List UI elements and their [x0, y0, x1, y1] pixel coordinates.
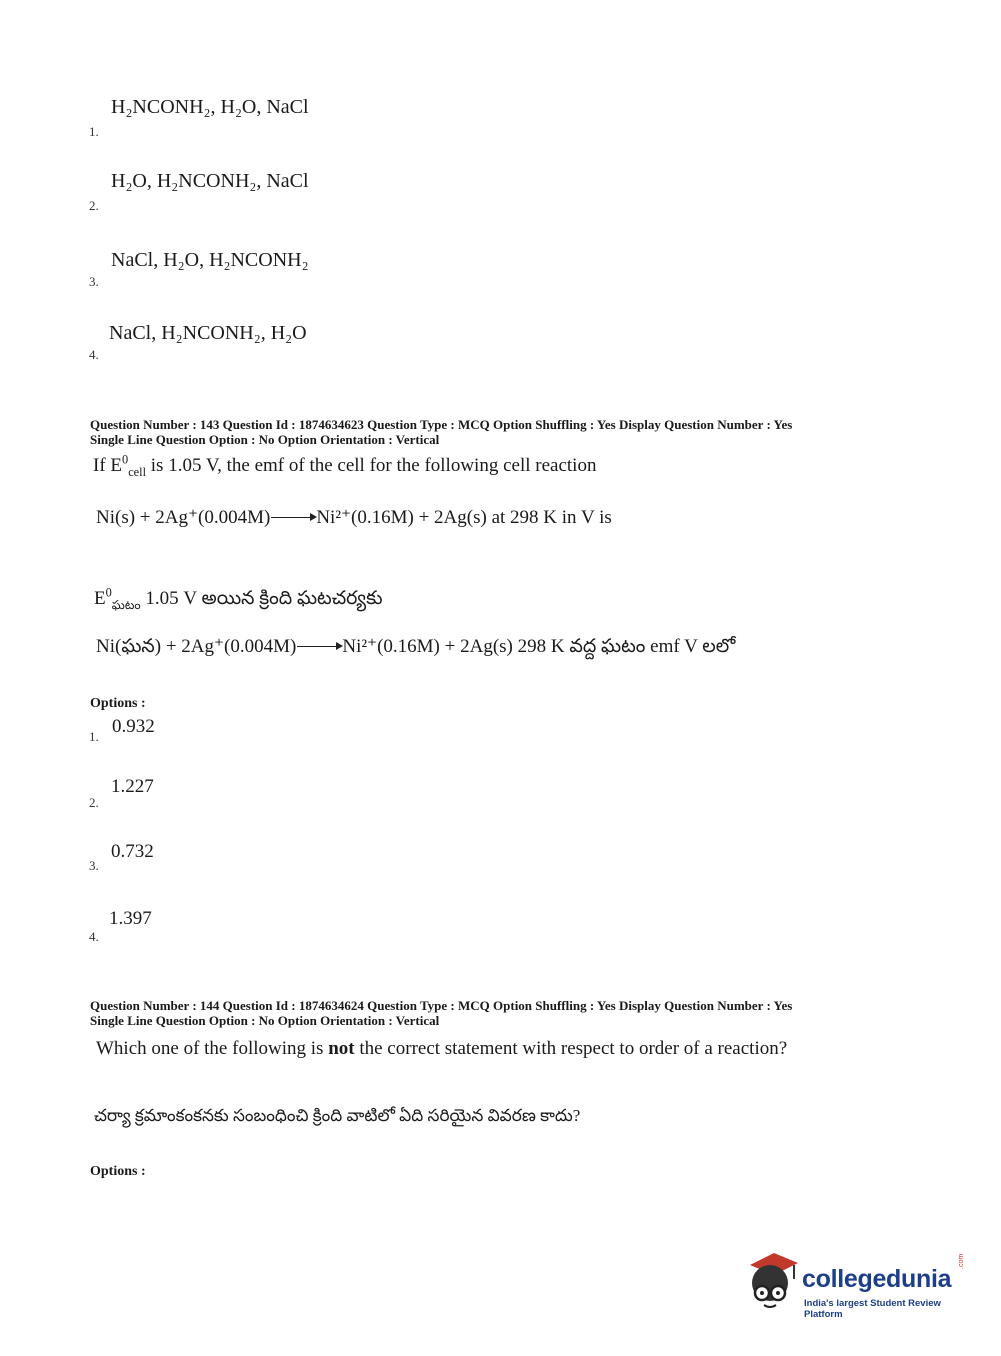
prev-option-3-text: NaCl, H₂O, H₂NCONH₂	[111, 249, 309, 271]
q143-te-suffix: 1.05 V అయిన క్రింది ఘటచర్యకు	[140, 588, 383, 609]
q143-te-sup: 0	[105, 585, 112, 600]
q143-te-reaction-right: Ni²⁺(0.16M) + 2Ag(s) 298 K వద్ద ఘటం emf V లలో	[342, 636, 736, 657]
prev-option-3-number: 3.	[89, 274, 99, 289]
q143-meta	[90, 417, 792, 447]
brand-com: .com	[958, 1253, 965, 1269]
q143-te-reaction-left: Ni(ఘన) + 2Ag⁺(0.004M)	[96, 636, 297, 657]
q143-en-sup: 0	[122, 452, 129, 467]
q143-te-sub: ఘటం	[111, 597, 141, 612]
q144-en-bold: not	[328, 1038, 355, 1059]
q143-en-sub: cell	[128, 464, 147, 479]
q143-en-prefix: If E	[93, 455, 123, 476]
q143-option-3-number: 3.	[89, 858, 99, 873]
brand-tagline: India's largest Student Review Platform	[804, 1298, 941, 1320]
prev-option-2-number: 2.	[89, 198, 99, 213]
q144-meta	[90, 998, 792, 1028]
reaction-arrow	[297, 646, 341, 647]
q143-option-4-value: 1.397	[109, 908, 152, 929]
q143-meta-line1: Question Number : 143 Question Id : 1874634623 Question Type : MCQ Option Shuffling : Yes Display Question Number : Yes	[90, 417, 793, 432]
prev-option-2-text: H₂O, H₂NCONH₂, NaCl	[111, 170, 309, 192]
q143-english-statement	[93, 452, 597, 479]
q144-telugu-statement: చర్యా క్రమాంకంకనకు సంబంధించి క్రింది వాటిలో ఏది సరియైన వివరణ కాదు?	[94, 1106, 581, 1125]
prev-option-1-text: H₂NCONH₂, H₂O, NaCl	[111, 96, 309, 118]
q144-en-after: the correct statement with respect to order of a reaction?	[354, 1038, 788, 1059]
q144-meta-line1: Question Number : 144 Question Id : 1874634624 Question Type : MCQ Option Shuffling : Yes Display Question Number : Yes	[90, 998, 793, 1013]
prev-option-4-text: NaCl, H₂NCONH₂, H₂O	[109, 322, 307, 344]
q143-option-3-value: 0.732	[111, 841, 154, 862]
q144-meta-line2: Single Line Question Option : No Option Orientation : Vertical	[90, 1013, 440, 1028]
q144-en-before: Which one of the following is	[96, 1038, 329, 1059]
q143-en-suffix: is 1.05 V, the emf of the cell for the following cell reaction	[146, 455, 597, 476]
reaction-arrow	[271, 517, 315, 518]
q143-option-2-value: 1.227	[111, 776, 154, 797]
brand-name: collegedunia	[802, 1265, 952, 1293]
prev-option-4-number: 4.	[89, 347, 99, 362]
q143-option-4-number: 4.	[89, 929, 99, 944]
q144-english-statement	[96, 1038, 787, 1060]
q143-option-1-value: 0.932	[112, 716, 155, 737]
q143-telugu-reaction	[96, 635, 735, 662]
q143-english-reaction	[96, 506, 612, 529]
mascot-logo-icon	[742, 1249, 800, 1311]
q143-en-reaction-right: Ni²⁺(0.16M) + 2Ag(s) at 298 K in V is	[316, 507, 612, 528]
q143-option-2-number: 2.	[89, 795, 99, 810]
q143-te-prefix: E	[94, 588, 106, 609]
q143-en-reaction-left: Ni(s) + 2Ag⁺(0.004M)	[96, 507, 271, 528]
collegedunia-watermark	[742, 1249, 972, 1320]
q143-telugu-statement	[94, 585, 383, 614]
q143-meta-line2: Single Line Question Option : No Option Orientation : Vertical	[90, 432, 440, 447]
q143-options-label: Options :	[90, 696, 146, 711]
q144-options-label: Options :	[90, 1164, 146, 1179]
prev-option-1-number: 1.	[89, 124, 99, 139]
q143-option-1-number: 1.	[89, 729, 99, 744]
